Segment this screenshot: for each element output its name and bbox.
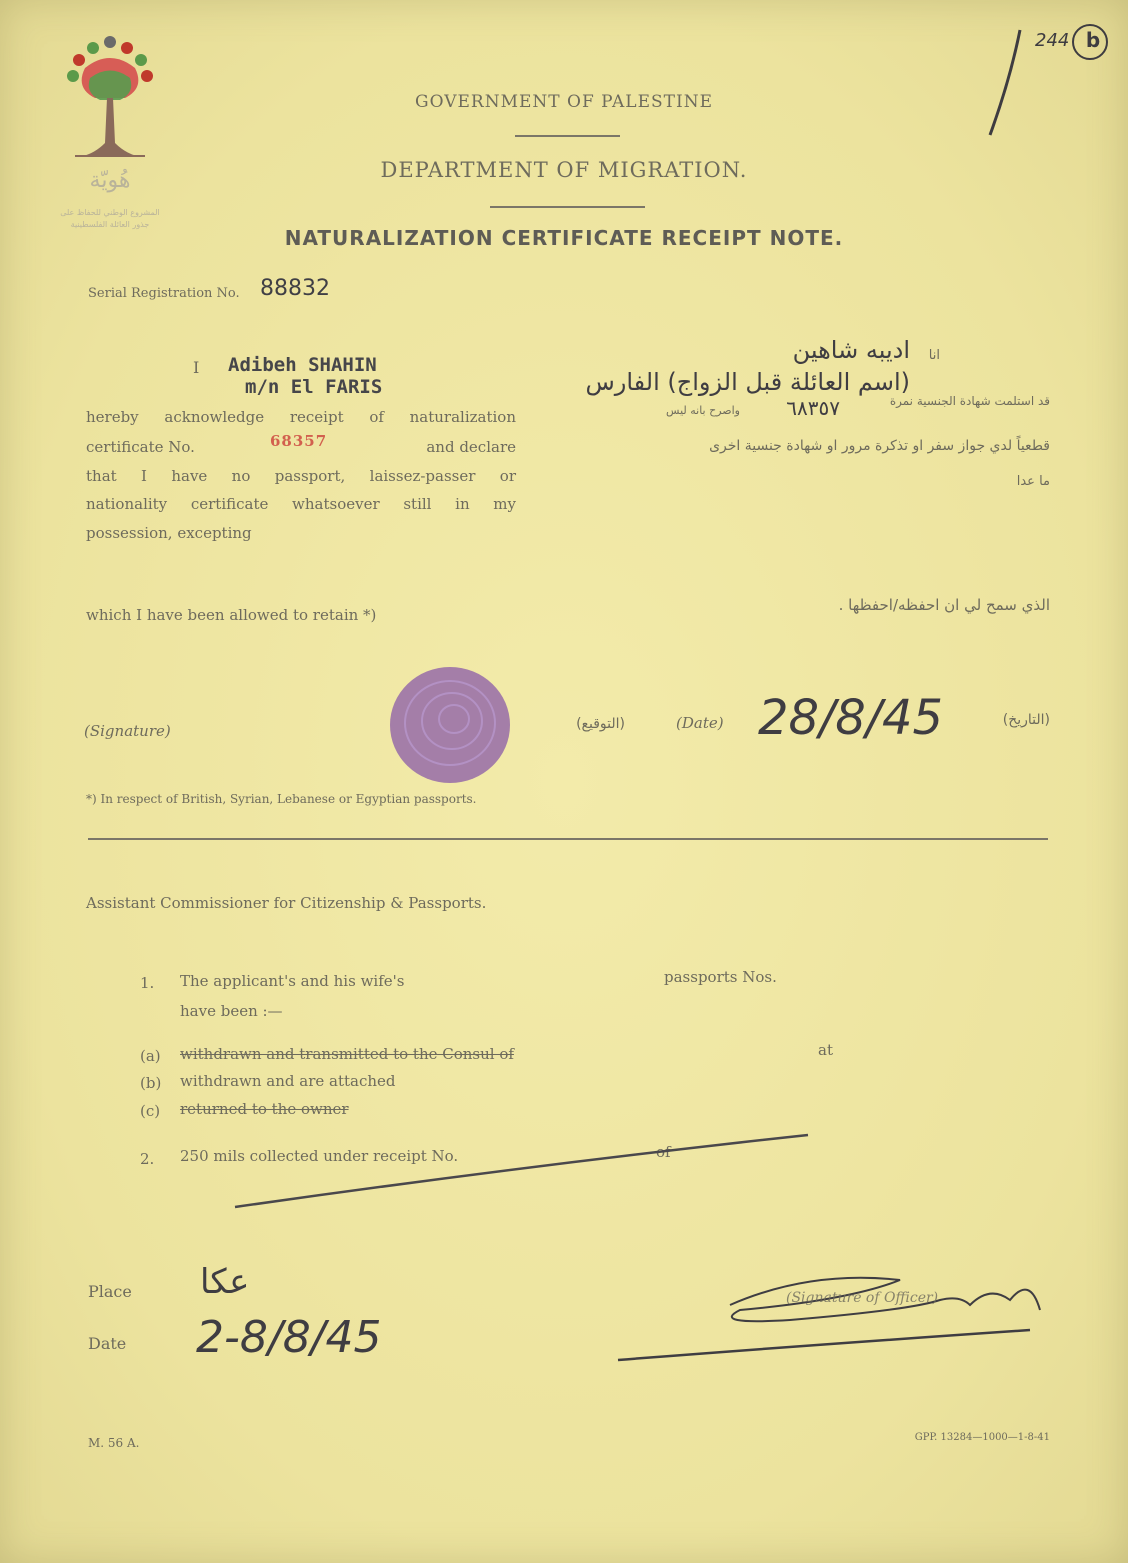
item-a-at: at bbox=[818, 1041, 833, 1059]
serial-label: Serial Registration No. bbox=[88, 286, 240, 301]
footnote: *) In respect of British, Syrian, Lebanese or Egyptian passports. bbox=[86, 792, 477, 806]
item-1-passports: passports Nos. bbox=[664, 968, 777, 986]
item-b-label: (b) bbox=[140, 1074, 162, 1092]
arabic-ana: انا bbox=[928, 348, 940, 363]
serial-number: 88832 bbox=[260, 276, 330, 301]
item-1-number: 1. bbox=[140, 974, 155, 992]
government-heading: GOVERNMENT OF PALESTINE bbox=[415, 92, 713, 112]
signature-label-arabic: (التوقيع) bbox=[576, 716, 625, 732]
place-value-handwritten: عكا bbox=[200, 1262, 250, 1302]
commissioner-heading: Assistant Commissioner for Citizenship & Passports. bbox=[86, 894, 487, 912]
divider bbox=[490, 206, 645, 208]
arabic-line-3: ما عدا bbox=[1016, 474, 1050, 489]
signature-label: (Signature) bbox=[84, 722, 171, 740]
organization-logo bbox=[55, 28, 165, 228]
declaration-line-5: possession, excepting bbox=[86, 524, 252, 542]
printer-code: GPP. 13284—1000—1-8-41 bbox=[914, 1432, 1050, 1443]
date-value-handwritten: 28/8/45 bbox=[758, 690, 944, 746]
officer-signature-icon bbox=[610, 1255, 1060, 1375]
item-2-text: 250 mils collected under receipt No. bbox=[180, 1147, 459, 1165]
date-label: (Date) bbox=[676, 714, 724, 732]
declaration-line-1: hereby acknowledge receipt of naturalization bbox=[86, 408, 516, 426]
place-label: Place bbox=[88, 1282, 132, 1301]
applicant-name: Adibeh SHAHIN bbox=[228, 354, 377, 376]
corner-annotation: 244 bbox=[1035, 30, 1070, 51]
item-2-number: 2. bbox=[140, 1150, 155, 1168]
date-value-bottom: 2-8/8/45 bbox=[196, 1312, 382, 1363]
item-1-text: The applicant's and his wife's bbox=[180, 972, 405, 990]
item-1-have-been: have been :— bbox=[180, 1002, 283, 1020]
item-c-label: (c) bbox=[140, 1102, 161, 1120]
applicant-maiden-name: m/n El FARIS bbox=[245, 376, 383, 398]
document-title: NATURALIZATION CERTIFICATE RECEIPT NOTE. bbox=[284, 226, 844, 250]
arabic-line-2: قطعياً لدي جواز سفر او تذكرة مرور او شهادة جنسية اخرى bbox=[709, 438, 1050, 454]
date-label-arabic: (التاريخ) bbox=[1002, 712, 1050, 728]
retain-line: which I have been allowed to retain *) bbox=[86, 606, 377, 624]
logo-arabic-name: هُويّة bbox=[89, 168, 131, 193]
certificate-number-stamp: 68357 bbox=[270, 432, 328, 450]
corner-circle-letter: b bbox=[1085, 28, 1101, 52]
arabic-cert-number: ٦٨٣٥٧ bbox=[786, 396, 840, 420]
declaration-line-4: nationality certificate whatsoever still in my bbox=[86, 495, 516, 513]
arabic-retain: الذي سمح لي ان احفظه/احفظها . bbox=[838, 596, 1050, 614]
declaration-line-2b: and declare bbox=[426, 438, 516, 456]
form-number: M. 56 A. bbox=[88, 1436, 140, 1450]
thumbprint-icon bbox=[380, 655, 530, 795]
item-2-of: of bbox=[656, 1143, 671, 1161]
section-divider bbox=[88, 838, 1048, 840]
item-c-text-struck: returned to the owner bbox=[180, 1100, 349, 1118]
arabic-name-handwritten: اديبه شاهين bbox=[792, 336, 910, 364]
item-a-label: (a) bbox=[140, 1047, 161, 1065]
item-b-text: withdrawn and are attached bbox=[180, 1072, 396, 1090]
logo-tagline-2: جذور العائلة الفلسطينية bbox=[70, 220, 150, 229]
declaration-line-3: that I have no passport, laissez-passer or bbox=[86, 467, 516, 485]
declaration-line-2a: certificate No. bbox=[86, 438, 195, 456]
logo-tagline-1: المشروع الوطني للحفاظ على bbox=[60, 208, 160, 217]
declaration-i: I bbox=[193, 358, 200, 377]
officer-signature-label: (Signature of Officer) bbox=[786, 1290, 939, 1306]
department-heading: DEPARTMENT OF MIGRATION. bbox=[380, 158, 748, 182]
cancellation-stroke-icon bbox=[230, 1125, 820, 1215]
arabic-line-1-end: واصرح بانه ليس bbox=[666, 404, 740, 417]
arabic-line-1: قد استلمت شهادة الجنسية نمرة bbox=[889, 394, 1050, 408]
item-a-text-struck: withdrawn and transmitted to the Consul of bbox=[180, 1045, 514, 1063]
date-label-bottom: Date bbox=[88, 1334, 127, 1353]
arabic-family-handwritten: (اسم العائلة قبل الزواج) الفارس bbox=[585, 368, 910, 396]
divider bbox=[515, 135, 620, 137]
